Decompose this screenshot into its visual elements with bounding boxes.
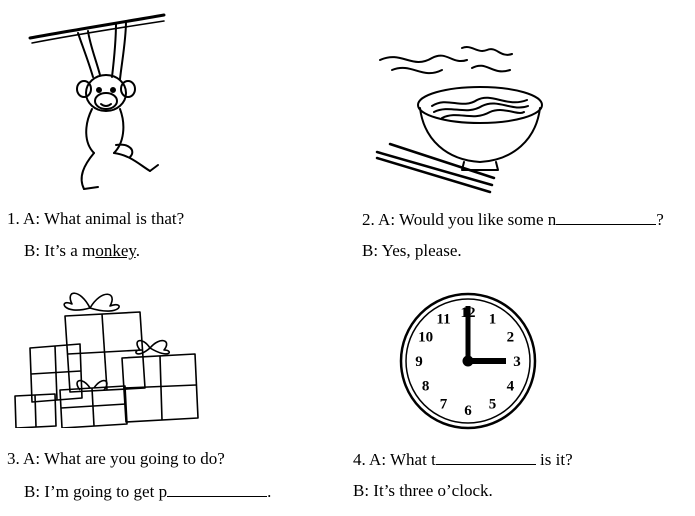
question-1-b-suffix: . [135,241,141,260]
question-4-a-suffix: is it? [535,450,573,469]
question-2-a-suffix: ? [656,210,664,229]
answer-blank-2[interactable] [556,209,656,225]
clock-numeral: 6 [464,403,472,419]
clock-numeral: 9 [415,354,423,370]
question-3-b [24,481,271,502]
clock-numeral: 4 [506,378,515,395]
question-4-b: B: It’s three o’clock. [353,481,493,500]
question-1-a: 1. A: What animal is that? [7,209,185,228]
question-1-answer: onkey [95,241,136,260]
question-3-b-prefix: B: I’m going to get p [24,482,168,501]
question-1-b [24,241,140,261]
clock-numeral: 12 [460,305,476,321]
clock-numeral: 3 [513,354,521,370]
gift-boxes-picture [10,278,210,428]
monkey-picture [18,5,168,195]
answer-blank-3[interactable] [167,481,267,497]
question-3-a: 3. A: What are you going to do? [7,449,225,468]
question-3-b-suffix: . [267,482,272,501]
clock-numeral: 5 [488,396,497,413]
question-2-a-prefix: 2. A: Would you like some n [362,210,557,229]
clock-numeral: 8 [421,378,430,395]
clock-numeral: 10 [418,329,434,346]
question-4-a [353,449,573,470]
question-2-b: B: Yes, please. [362,241,462,260]
noodle-bowl-picture [372,40,547,195]
clock-numeral: 7 [439,396,448,413]
question-1-b-prefix: B: It’s a m [24,241,96,260]
question-4-a-prefix: 4. A: What t [353,450,436,469]
question-2-a [362,209,664,230]
answer-blank-4[interactable] [436,449,536,465]
clock-picture [398,290,538,432]
clock-numeral: 11 [436,311,451,328]
clock-numeral: 1 [488,311,497,328]
clock-numeral: 2 [506,329,515,346]
